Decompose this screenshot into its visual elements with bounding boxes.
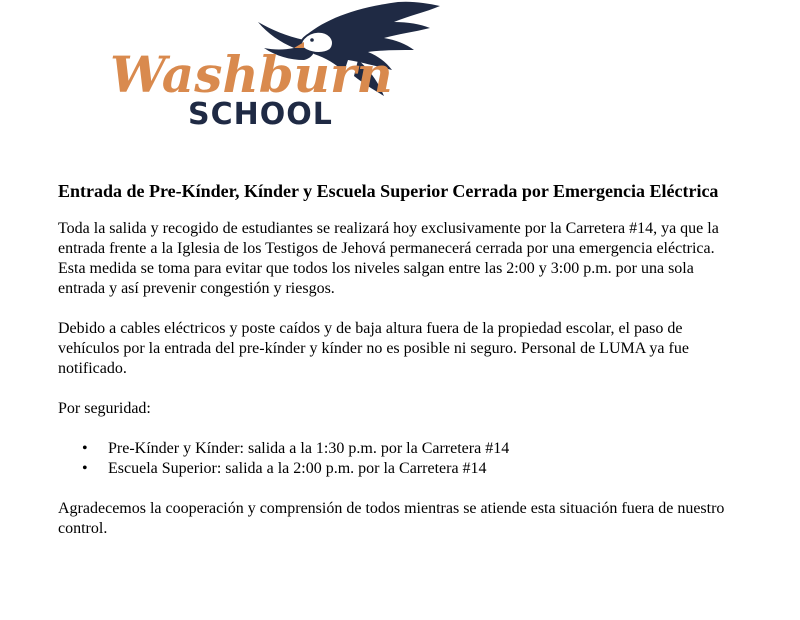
- svg-text:Washburn: Washburn: [110, 45, 393, 104]
- bullet-icon: •: [82, 440, 88, 457]
- bullet-icon: •: [82, 460, 88, 477]
- schedule-list: [58, 439, 738, 479]
- paragraph-downed-cables: Debido a cables eléctricos y poste caídos y de baja altura fuera de la propiedad escolar, el paso de vehículos por la entrada del pre-kínder y kínder no es posible ni seguro. Personal de LUMA ya fue notificado.: [58, 320, 689, 377]
- notice-body: [58, 180, 738, 539]
- svg-text:SCHOOL: SCHOOL: [188, 97, 333, 132]
- list-item-text: Pre-Kínder y Kínder: salida a la 1:30 p.m. por la Carretera #14: [108, 440, 510, 457]
- eagle-logo-icon: [108, 0, 448, 135]
- notice-title: Entrada de Pre-Kínder, Kínder y Escuela Superior Cerrada por Emergencia Eléctrica: [58, 181, 719, 201]
- school-logo: [108, 0, 448, 135]
- list-item-text: Escuela Superior: salida a la 2:00 p.m. por la Carretera #14: [108, 460, 487, 477]
- paragraph-safety-heading: Por seguridad:: [58, 400, 151, 417]
- paragraph-exit-route: Toda la salida y recogido de estudiantes se realizará hoy exclusivamente por la Carretera #14, ya que la entrada frente a la Iglesia de los Testigos de Jehová permanecerá cerrada por una emergencia eléctrica. Esta medida se toma para evitar que todos los niveles salgan entre las 2:00 y 3:00 p.m. por una sola entrada y así prevenir congestión y riesgos.: [58, 220, 719, 297]
- list-item: [82, 439, 738, 459]
- paragraph-thanks: Agradecemos la cooperación y comprensión de todos mientras se atiende esta situación fuera de nuestro control.: [58, 500, 725, 537]
- list-item: [82, 459, 738, 479]
